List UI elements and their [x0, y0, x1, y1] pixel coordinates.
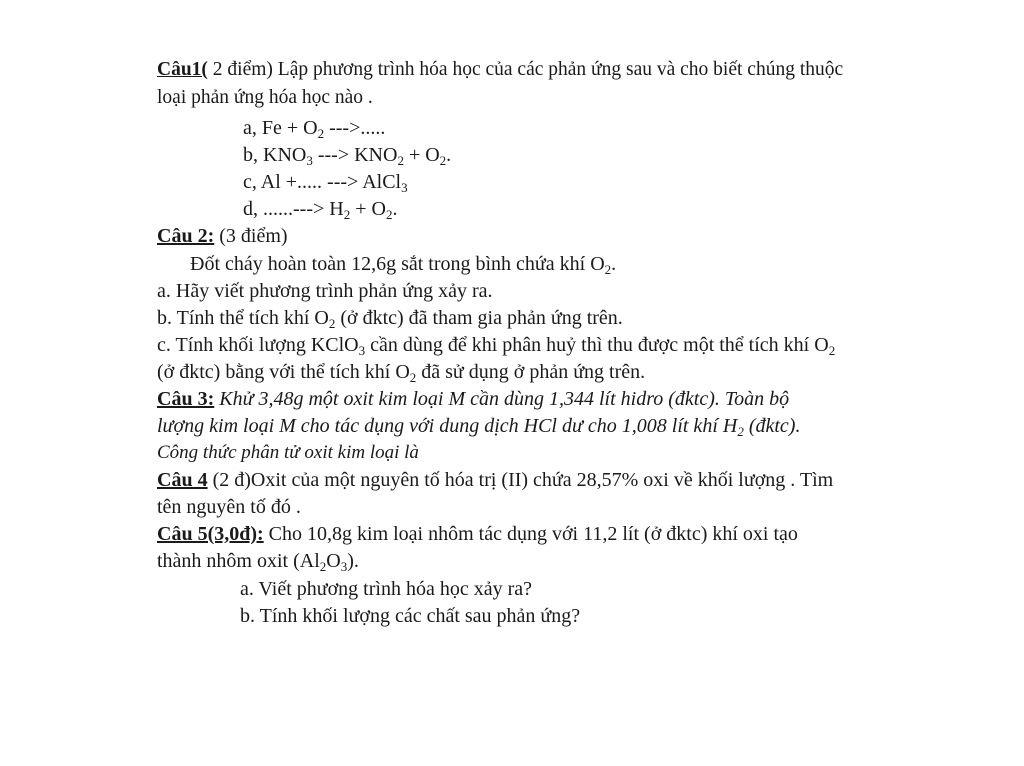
- cau5-label: Câu 5(3,0đ):: [157, 523, 264, 545]
- cau2-heading: Câu 2: (3 điểm): [157, 225, 288, 247]
- cau3-label: Câu 3:: [157, 388, 215, 410]
- cau2-part-c-cont: (ở đktc) bằng với thể tích khí $O_2$ đã sử dụng ở phản ứng trên.: [157, 361, 646, 385]
- cau3-line2: lượng kim loại M cho tác dụng với dung dịch HCl dư cho 1,008 lít khí $H_2$ (đktc).: [157, 415, 801, 439]
- cau5-line1: Câu 5(3,0đ): Cho 10,8g kim loại nhôm tác dụng với 11,2 lít (ở đktc) khí oxi tạo: [157, 523, 798, 545]
- cau1-item-c: c, Al +..... ---> AlCl$_3$: [243, 171, 408, 195]
- cau1-item-b: b, $KNO_3$ ---> $KNO_2 + O_2$.: [243, 144, 452, 168]
- cau2-intro: Đốt cháy hoàn toàn 12,6g sắt trong bình chứa khí $O_2$.: [190, 253, 617, 277]
- cau2-label: Câu 2:: [157, 225, 215, 247]
- cau1-text1: 2 điểm) Lập phương trình hóa học của các phản ứng sau và cho biết chúng thuộc: [207, 59, 844, 80]
- cau2-part-c: c. Tính khối lượng KClO$_3$ cần dùng để khi phân huỷ thì thu được một thể tích khí $O_2$: [157, 334, 836, 358]
- cau1-line2: loại phản ứng hóa học nào .: [157, 87, 373, 108]
- cau2-part-a: a. Hãy viết phương trình phản ứng xảy ra.: [157, 280, 493, 302]
- cau3-line1: Câu 3: Khử 3,48g một oxit kim loại M cần dùng 1,344 lít hidro (đktc). Toàn bộ: [157, 388, 790, 410]
- cau1-label: Câu1(: [157, 59, 208, 80]
- cau3-line3: Công thức phân tử oxit kim loại là: [157, 442, 419, 463]
- cau1-item-d: d, ......---> $H_2 + O_2$.: [243, 198, 398, 222]
- cau2-part-b: b. Tính thể tích khí $O_2$ (ở đktc) đã tham gia phản ứng trên.: [157, 307, 623, 331]
- cau5-part-b: b. Tính khối lượng các chất sau phản ứng?: [240, 605, 581, 627]
- cau5-part-a: a. Viết phương trình hóa học xảy ra?: [240, 578, 532, 600]
- cau1-item-a: a, $Fe + O_2$ --->.....: [243, 117, 386, 141]
- cau1-line1: [157, 58, 843, 82]
- cau5-line2: thành nhôm oxit $(Al_2O_3)$.: [157, 550, 359, 574]
- cau4-line1: Câu 4 (2 đ)Oxit của một nguyên tố hóa trị (II) chứa 28,57% oxi về khối lượng . Tìm: [157, 469, 834, 491]
- cau4-label: Câu 4: [157, 469, 208, 491]
- cau4-line2: tên nguyên tố đó .: [157, 496, 301, 518]
